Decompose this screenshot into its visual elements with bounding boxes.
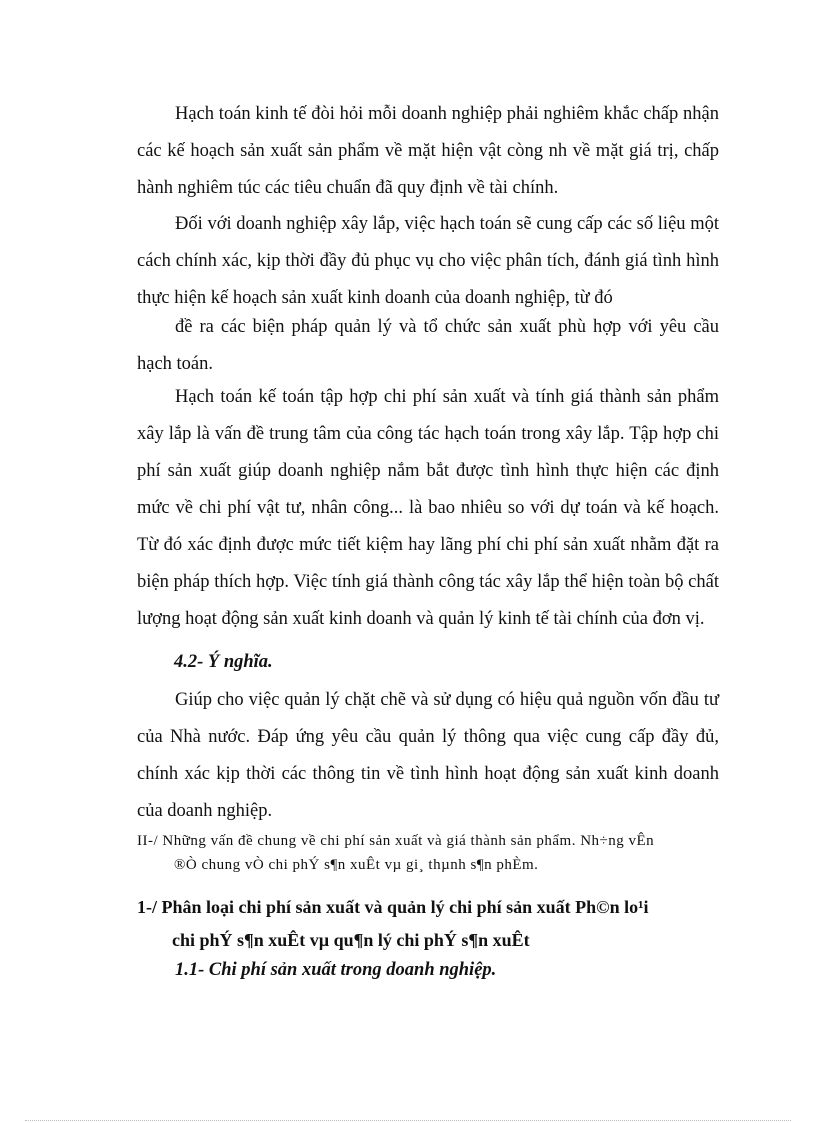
paragraph-measures: đề ra các biện pháp quản lý và tổ chức sản xuất phù hợp với yêu cầu hạch toán. (137, 317, 719, 374)
section-heading-ii (137, 829, 719, 877)
section-heading-1-line2: chi phÝ s¶n xuÊt vµ qu¶n lý chi phÝ s¶n xuÊt (172, 930, 530, 950)
page-bottom-rule (25, 1120, 791, 1121)
section-heading-1-line1: 1-/ Phân loại chi phí sản xuất và quản lý chi phí sản xuất Ph©n lo¹i (137, 897, 649, 917)
section-heading-1 (137, 891, 727, 957)
paragraph-significance: Giúp cho việc quản lý chặt chẽ và sử dụng có hiệu quả nguồn vốn đầu tư của Nhà nước. Đáp ứng yêu cầu quản lý thông qua việc cung cấp đầy đủ, chính xác kịp thời các thông tin về tình hình hoạt động sản xuất kinh doanh của doanh nghiệp. (137, 690, 719, 821)
section-heading-ii-line2: ®Ò chung vÒ chi phÝ s¶n xuÊt vµ gi¸ thµnh s¶n phÈm. (174, 857, 539, 873)
paragraph-construction-accounting: Đối với doanh nghiệp xây lắp, việc hạch toán sẽ cung cấp các số liệu một cách chính xác, kịp thời đầy đủ phục vụ cho việc phân tích, đánh giá tình hình thực hiện kế hoạch sản xuất kinh doanh của doanh nghiệp, từ đó (137, 214, 719, 308)
heading-4-2-significance: 4.2- Ý nghĩa. (174, 652, 273, 672)
paragraph-accounting-requirements: Hạch toán kinh tế đòi hỏi mỗi doanh nghiệp phải nghiêm khắc chấp nhận các kế hoạch sản xuất sản phẩm về mặt hiện vật còng nh về mặt giá trị, chấp hành nghiêm túc các tiêu chuẩn đã quy định về tài chính. (137, 104, 719, 198)
paragraph-cost-aggregation: Hạch toán kế toán tập hợp chi phí sản xuất và tính giá thành sản phẩm xây lắp là vấn đề trung tâm của công tác hạch toán trong xây lắp. Tập hợp chi phí sản xuất giúp doanh nghiệp nắm bắt được tình hình thực hiện các định mức về chi phí vật tư, nhân công... là bao nhiêu so với dự toán và kế hoạch. Từ đó xác định được mức tiết kiệm hay lãng phí chi phí sản xuất nhằm đặt ra biện pháp thích hợp. Việc tính giá thành công tác xây lắp thể hiện toàn bộ chất lượng hoạt động sản xuất kinh doanh và quản lý kinh tế tài chính của đơn vị. (137, 387, 719, 629)
section-heading-ii-line1: II-/ Những vấn đề chung về chi phí sản xuất và giá thành sản phẩm. Nh÷ng vÊn (137, 833, 655, 849)
heading-1-1-production-costs: 1.1- Chi phí sản xuất trong doanh nghiệp. (175, 960, 497, 980)
